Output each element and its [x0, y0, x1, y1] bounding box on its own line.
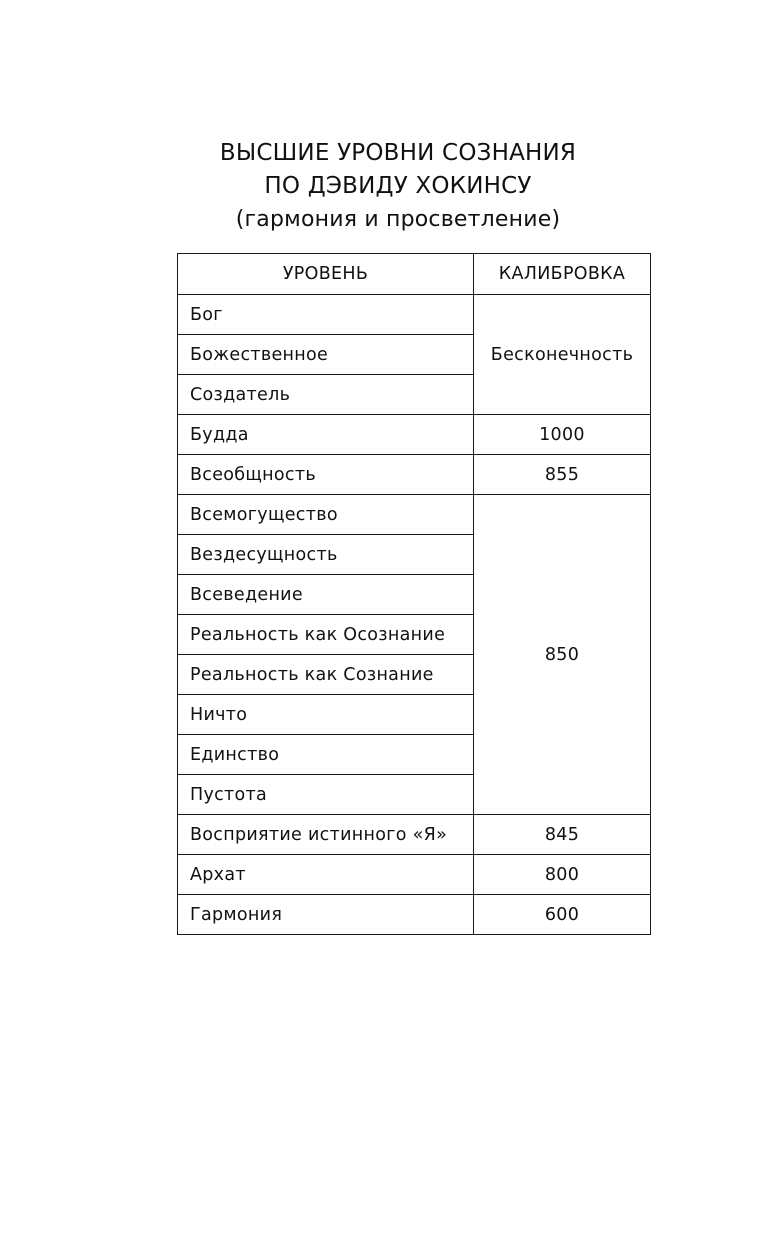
- calibration-value: 600: [474, 895, 651, 935]
- calibration-value: 855: [474, 455, 651, 495]
- table-row: [178, 895, 651, 935]
- level-name: Создатель: [178, 375, 474, 415]
- table-row: [178, 855, 651, 895]
- column-header-calibration: КАЛИБРОВКА: [474, 254, 651, 295]
- table-row: [178, 495, 651, 535]
- level-name: Вездесущность: [178, 535, 474, 575]
- level-name: Будда: [178, 415, 474, 455]
- level-name: Всемогущество: [178, 495, 474, 535]
- column-header-level: УРОВЕНЬ: [178, 254, 474, 295]
- table-row: [178, 815, 651, 855]
- level-name: Единство: [178, 735, 474, 775]
- table-header-row: [178, 254, 651, 295]
- level-name: Гармония: [178, 895, 474, 935]
- level-name: Архат: [178, 855, 474, 895]
- level-name: Реальность как Сознание: [178, 655, 474, 695]
- calibration-value: 845: [474, 815, 651, 855]
- page-heading: [0, 137, 768, 237]
- consciousness-levels-table: [177, 253, 651, 935]
- table-row: [178, 455, 651, 495]
- level-name: Реальность как Осознание: [178, 615, 474, 655]
- page-title-line-1: ВЫСШИЕ УРОВНИ СОЗНАНИЯ: [219, 140, 577, 166]
- level-name: Ничто: [178, 695, 474, 735]
- level-name: Всеведение: [178, 575, 474, 615]
- table-row: [178, 295, 651, 335]
- level-name: Божественное: [178, 335, 474, 375]
- calibration-value: Бесконечность: [474, 295, 651, 415]
- calibration-value: 850: [474, 495, 651, 815]
- level-name: Всеобщность: [178, 455, 474, 495]
- level-name: Восприятие истинного «Я»: [178, 815, 474, 855]
- page-title-line-2: ПО ДЭВИДУ ХОКИНСУ: [264, 173, 532, 199]
- calibration-value: 800: [474, 855, 651, 895]
- table-row: [178, 415, 651, 455]
- page-subtitle: (гармония и просветление): [235, 207, 561, 232]
- calibration-value: 1000: [474, 415, 651, 455]
- level-name: Бог: [178, 295, 474, 335]
- level-name: Пустота: [178, 775, 474, 815]
